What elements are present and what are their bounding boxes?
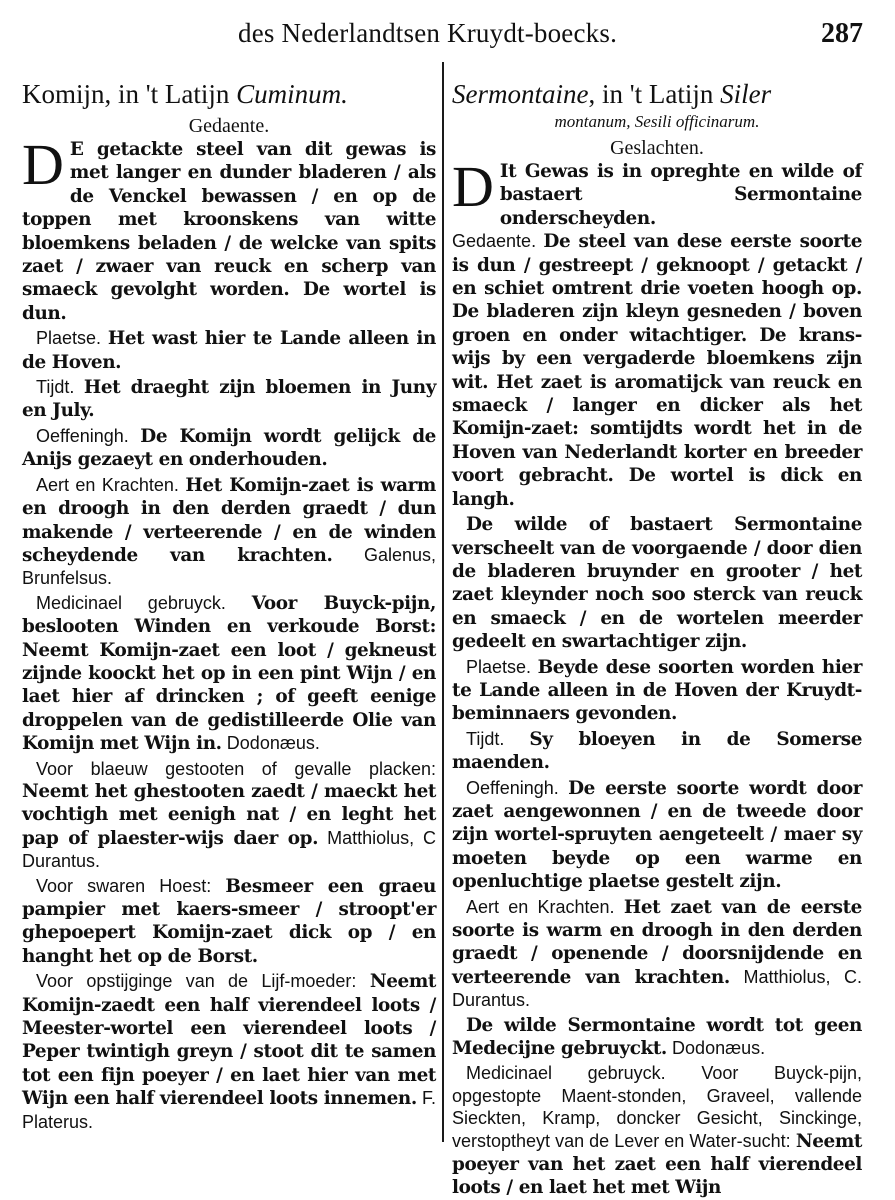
right-wilde-medecijne <box>452 1014 862 1061</box>
right-tijdt <box>452 728 862 775</box>
running-head <box>0 18 895 60</box>
left-medicinael-label: Medicinael gebruyck. <box>36 592 226 613</box>
left-aert <box>22 474 436 590</box>
left-medicinael-text: Voor Buyck-pijn, beslooten Winden en verkoude Borst: Neemt Komijn-zaet een loot / gekneust zijnde koockt het op in een pint Wijn / en laet hier af drincken ; of geeft eenige droppelen van de gedistilleerde Olie van Komijn met Wijn in. <box>22 592 436 755</box>
left-lijf-source: F. Platerus. <box>22 1088 436 1132</box>
right-wilde-text: De wilde of bastaert Sermontaine verscheelt van de voorgaende / door dien de bladeren bruynder en grooter / het zaet kleynder noch soo sterck van reuck en smaeck / en de wortelen meerder gedeelt en swartachtiger zijn. <box>452 514 862 653</box>
right-plaetse-text: Beyde dese soorten worden hier te Lande alleen in de Hoven der Kruydt-beminnaers gevonden. <box>452 656 862 725</box>
left-blauw <box>22 758 436 873</box>
right-aert <box>452 896 862 1012</box>
right-aert-text: Het zaet van de eerste soorte is warm en droogh in den derden graedt / openende / doorsnijdende en verteerende van krachten. <box>452 896 862 988</box>
left-heading <box>22 78 436 110</box>
left-aert-text: Het Komijn-zaet is warm en droogh in den derden graedt / dun makende / verteerende / en de winden scheydende van krachten. <box>22 474 436 566</box>
left-medicinael-source: Dodonæus. <box>226 733 320 754</box>
right-column <box>452 78 862 1200</box>
left-oeffeningh <box>22 425 436 472</box>
right-heading-latin: Siler <box>720 79 772 109</box>
left-plaetse-label: Plaetse. <box>36 328 102 349</box>
left-lijf-text: Neemt Komijn-zaedt een half vierendeel loots / Meester-wortel een vierendeel loots / Peper twintigh greyn / stoot dit te samen tot een fijn poeyer / en laet hier van met Wijn een half vierendeel loots innemen. <box>22 971 436 1110</box>
right-oeffeningh-text: De eerste soorte wordt door zaet aengewonnen / en de tweede door zijn wortel-spruyten aengeteelt / maer sy moeten beyde op een warme en openluchtige plaetse gestelt zijn. <box>452 777 862 893</box>
right-aert-source: Matthiolus, C. Durantus. <box>452 966 862 1011</box>
right-tijdt-text: Sy bloeyen in de Somerse maenden. <box>452 728 862 774</box>
right-heading-name: Sermontaine <box>452 79 589 109</box>
right-plaetse <box>452 656 862 726</box>
right-wilde <box>452 513 862 653</box>
right-gedaente-text: De steel van dese eerste soorte is dun / gestreept / geknoopt / getackt / en schiet omtrent drie voeten hoogh op. De bladeren zijn kleyn gesneden / boven groen en onder witachtiger. De krans-wijs by een vergaderde bloemkens zijn wit. Het zaet is aromatijck van reuck en smaeck / langer en dicker als het Komijn-zaet: somtijdts wordt het in de Hoven van Nederlandt korter en breeder voort gebracht. De wortel is dick en langh. <box>452 231 862 510</box>
right-aert-label: Aert en Krachten. <box>466 896 615 917</box>
left-medicinael <box>22 592 436 756</box>
left-plaetse-text: Het wast hier te Lande alleen in de Hoven. <box>22 328 436 373</box>
left-description-text: E getackte steel van dit gewas is met langer en dunder bladeren / als de Venckel bewassen / en op de toppen met kroonskens van witte bloemkens beladen / de welcke van spits zaet / zwaer van reuck en scherp van smaeck gevolght worden. De wortel is dun. <box>22 139 436 324</box>
left-heading-name: Komijn, in 't Latijn <box>22 79 237 109</box>
right-gedaente-label: Gedaente. <box>452 231 537 252</box>
left-blauw-source: Matthiolus, C Durantus. <box>22 827 436 872</box>
left-hoest <box>22 875 436 969</box>
right-wilde-medecijne-text: De wilde Sermontaine wordt tot geen Medecijne gebruyckt. <box>452 1014 862 1060</box>
right-wilde-medecijne-source: Dodonæus. <box>672 1038 766 1059</box>
left-tijdt-label: Tijdt. <box>36 377 75 398</box>
right-medicinael-label: Medicinael gebruyck. <box>466 1063 666 1084</box>
left-hoest-label: Voor swaren Hoest: <box>36 875 212 896</box>
right-plaetse-label: Plaetse. <box>466 656 532 677</box>
right-geslachten-text: It Gewas is in opreghte en wilde of bastaert Sermontaine onderscheyden. <box>499 161 862 229</box>
left-column <box>22 78 436 1133</box>
right-medicinael <box>452 1062 862 1199</box>
column-divider <box>442 62 444 1142</box>
running-title: des Nederlandtsen Kruydt-boecks. <box>238 18 618 48</box>
left-aert-source: Galenus, Brunfelsus. <box>22 544 436 589</box>
left-dropcap: D <box>22 132 64 197</box>
left-lijf-label: Voor opstijginge van de Lijf-moeder: <box>36 971 357 992</box>
left-plaetse <box>22 327 436 374</box>
right-geslachten <box>452 154 862 230</box>
left-tijdt <box>22 376 436 423</box>
right-section-label: Geslachten. <box>610 137 704 159</box>
left-tijdt-text: Het draeght zijn bloemen in Juny en July. <box>22 377 436 422</box>
left-oeffeningh-text: De Komijn wordt gelijck de Anijs gezaeyt en onderhouden. <box>22 425 436 471</box>
left-lijf <box>22 970 436 1133</box>
right-medicinael-text: Voor Buyck-pijn, opgestopte Maent-stonden, Graveel, vallende Sieckten, Kramp, doncker Gesicht, Sinckinge, verstoptheyt van de Lever en Water-sucht: <box>452 1063 862 1151</box>
right-medicinael-tail: Neemt poeyer van het zaet een half vierendeel loots / en laet het met Wijn <box>452 1130 862 1199</box>
right-heading <box>452 78 862 110</box>
right-heading-mid: , in 't Latijn <box>588 79 721 109</box>
left-section-label: Gedaente. <box>188 115 270 137</box>
left-aert-label: Aert en Krachten. <box>36 474 179 495</box>
right-oeffeningh <box>452 777 862 894</box>
right-gedaente <box>452 230 862 511</box>
left-oeffeningh-label: Oeffeningh. <box>36 425 129 446</box>
right-dropcap: D <box>452 154 494 219</box>
right-latin-subheading: montanum, Sesili officinarum. <box>554 112 760 131</box>
left-blauw-text: Neemt het ghestooten zaedt / maeckt het vochtigh met eenigh nat / en leght het pap of plaester-wijs daer op. <box>22 780 436 849</box>
page-number: 287 <box>821 18 863 49</box>
right-tijdt-label: Tijdt. <box>466 728 505 749</box>
right-oeffeningh-label: Oeffeningh. <box>466 777 559 798</box>
left-hoest-text: Besmeer een graeu pampier met kaers-smeer / stroopt'er ghepoepert Komijn-zaet dick op / en hanght het op de Borst. <box>22 875 436 967</box>
left-description <box>22 132 436 325</box>
left-heading-latin: Cuminum. <box>236 79 348 109</box>
left-blauw-label: Voor blaeuw gestooten of gevalle placken: <box>36 758 436 779</box>
